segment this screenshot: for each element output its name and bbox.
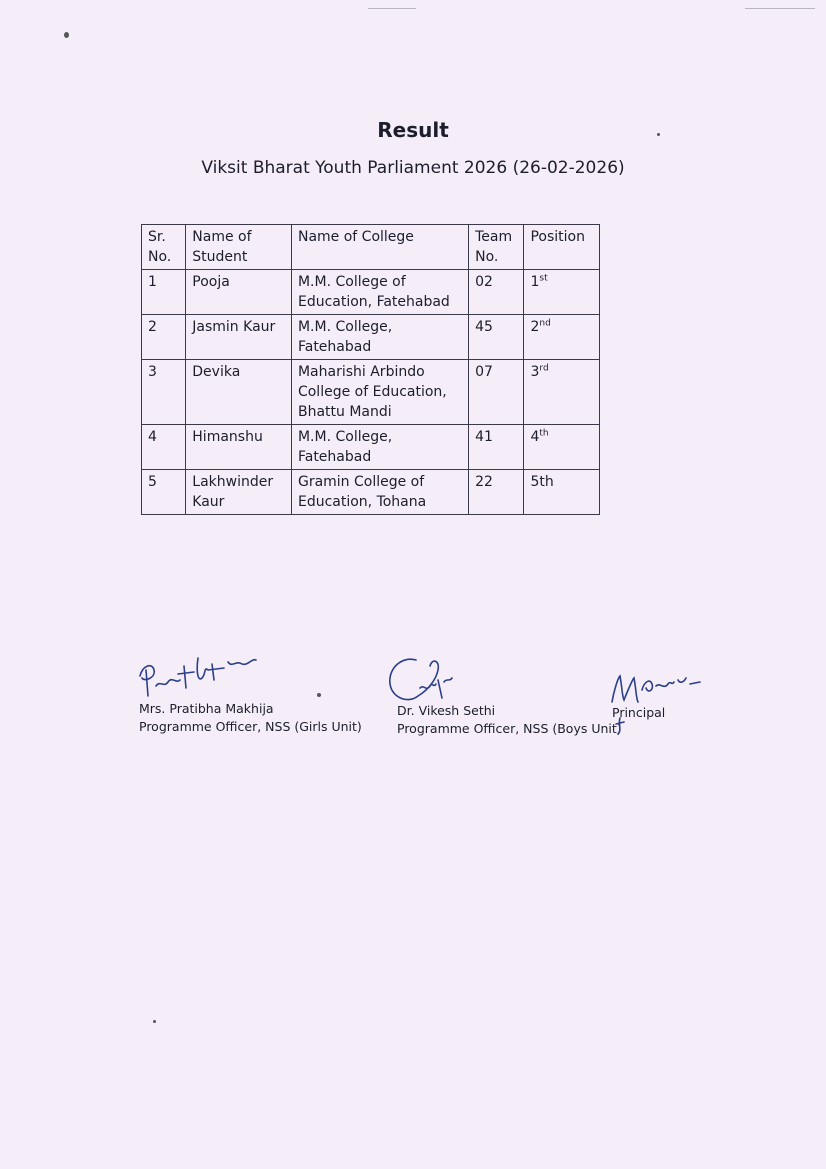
position-number: 3 [530,364,540,380]
table-header-row [142,225,600,270]
position-number: 4 [530,429,540,445]
scan-speck [317,693,321,697]
signatory-role: Principal [612,705,666,720]
cell-position [524,270,600,315]
cell-position [524,315,600,360]
header-student-name: Name of Student [186,225,292,270]
cell-team: 02 [469,270,524,315]
cell-student: Jasmin Kaur [186,315,292,360]
signatory-role: Programme Officer, NSS (Girls Unit) [139,719,362,734]
header-college-name: Name of College [291,225,468,270]
cell-student: Devika [186,360,292,425]
scan-speck [153,1020,156,1023]
signatory-principal [612,704,665,722]
signatory-name: Mrs. Pratibha Makhija [139,701,274,716]
signature-pratibha-makhija [132,648,262,702]
cell-college: M.M. College, Fatehabad [291,425,468,470]
position-number: 2 [530,319,540,335]
scan-artifact-line [368,8,416,9]
cell-college: Gramin College of Education, Tohana [291,470,468,515]
header-position: Position [524,225,600,270]
cell-position [524,470,600,515]
cell-college: M.M. College of Education, Fatehabad [291,270,468,315]
signatory-role: Programme Officer, NSS (Boys Unit) [397,721,622,736]
cell-sr: 3 [142,360,186,425]
cell-team: 41 [469,425,524,470]
position-suffix: th [539,428,549,439]
signatory-girls-unit [139,700,362,736]
header-sr-no: Sr. No. [142,225,186,270]
scan-speck [64,32,69,38]
signatory-name: Dr. Vikesh Sethi [397,703,496,718]
position-suffix: st [539,273,548,284]
signature-vikesh-sethi [384,652,484,706]
position-suffix: nd [539,318,551,329]
cell-sr: 2 [142,315,186,360]
signature-principal [606,668,718,736]
position-number: 5th [530,474,554,490]
table-row [142,270,600,315]
cell-student: Lakhwinder Kaur [186,470,292,515]
result-table [141,224,600,515]
table-row [142,315,600,360]
cell-sr: 5 [142,470,186,515]
header-team-no: Team No. [469,225,524,270]
table-row [142,425,600,470]
cell-sr: 4 [142,425,186,470]
cell-team: 07 [469,360,524,425]
cell-college: M.M. College, Fatehabad [291,315,468,360]
cell-student: Himanshu [186,425,292,470]
signatory-boys-unit [397,702,622,738]
table-row [142,470,600,515]
cell-position [524,425,600,470]
cell-team: 45 [469,315,524,360]
cell-position [524,360,600,425]
cell-student: Pooja [186,270,292,315]
page-title: Result [377,118,449,142]
table-row [142,360,600,425]
cell-college: Maharishi Arbindo College of Education, Bhattu Mandi [291,360,468,425]
scan-artifact-line [745,8,815,9]
position-suffix: rd [539,363,549,374]
cell-team: 22 [469,470,524,515]
page-subtitle: Viksit Bharat Youth Parliament 2026 (26-02-2026) [201,158,625,178]
position-number: 1 [530,274,540,290]
cell-sr: 1 [142,270,186,315]
